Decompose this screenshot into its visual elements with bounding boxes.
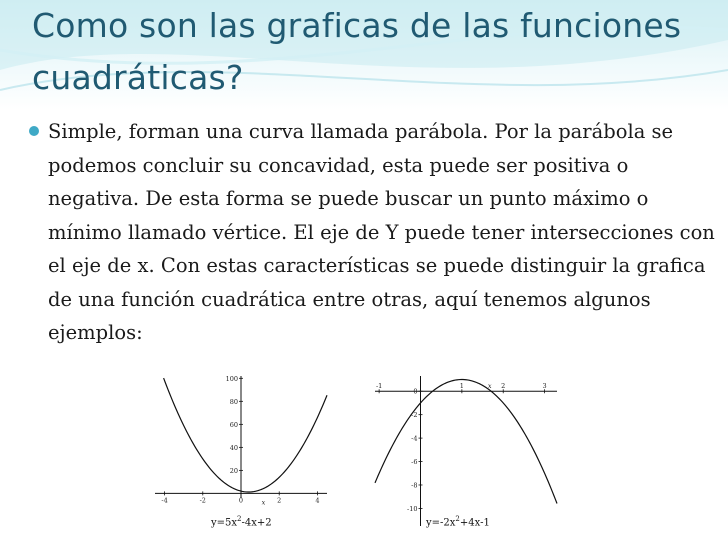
y-tick-label: -4	[411, 434, 418, 443]
slide-body-text: Simple, forman una curva llamada parábola. Por la parábola se podemos concluir su concavidad, esta puede ser positiva o negativa. De esta forma se puede buscar un punto máximo o mínimo llamado vértice. El eje de Y puede tener intersecciones con el eje de x. Con estas características se puede distinguir la grafica de una función cuadrática entre otras, aquí tenemos algunos ejemplos:	[48, 120, 715, 344]
x-tick-label: -1	[375, 382, 383, 391]
equation-1-exponent: 2	[237, 515, 242, 523]
bullet-icon	[29, 126, 39, 136]
y-tick-label: -2	[411, 411, 418, 420]
parabola-graph-1-plot	[147, 368, 335, 536]
equation-2-exponent: 2	[455, 515, 460, 523]
equation-2-part-b: +4x-1	[459, 517, 490, 529]
y-tick-label: 60	[229, 420, 238, 429]
x-tick-label: 4	[315, 496, 320, 505]
parabola-curve	[164, 378, 327, 492]
equation-2-part-a: y=-2x	[426, 517, 456, 529]
x-axis-label: x	[487, 382, 492, 391]
x-tick-label: 1	[459, 382, 464, 391]
equation-label-2	[426, 515, 490, 528]
y-tick-label: -8	[411, 481, 418, 490]
y-tick-label: -10	[407, 504, 418, 513]
parabola-graph-2-plot	[365, 366, 565, 536]
x-tick-label: 2	[501, 382, 506, 391]
x-tick-label: 0	[238, 496, 244, 505]
x-tick-label: -4	[161, 496, 168, 505]
y-tick-label: 40	[229, 443, 238, 452]
y-tick-label: -6	[411, 458, 418, 467]
y-tick-label: 20	[229, 466, 238, 475]
parabola-graph-2	[365, 366, 565, 536]
y-tick-label: 100	[225, 374, 238, 383]
x-tick-label: 2	[277, 496, 282, 505]
y-tick-label: 80	[229, 397, 238, 406]
x-tick-label: 3	[542, 382, 547, 391]
y-tick-label: 0	[413, 387, 418, 396]
equation-1-part-b: -4x+2	[241, 517, 272, 529]
slide-title: Como son las graficas de las funciones cuadráticas?	[32, 6, 682, 97]
equation-1-part-a: y=5x	[211, 517, 238, 529]
parabola-graph-1	[147, 368, 335, 536]
parabola-curve	[375, 380, 557, 504]
x-tick-label: -2	[199, 496, 206, 505]
x-axis-label: x	[261, 498, 266, 507]
equation-label-1	[211, 515, 272, 528]
